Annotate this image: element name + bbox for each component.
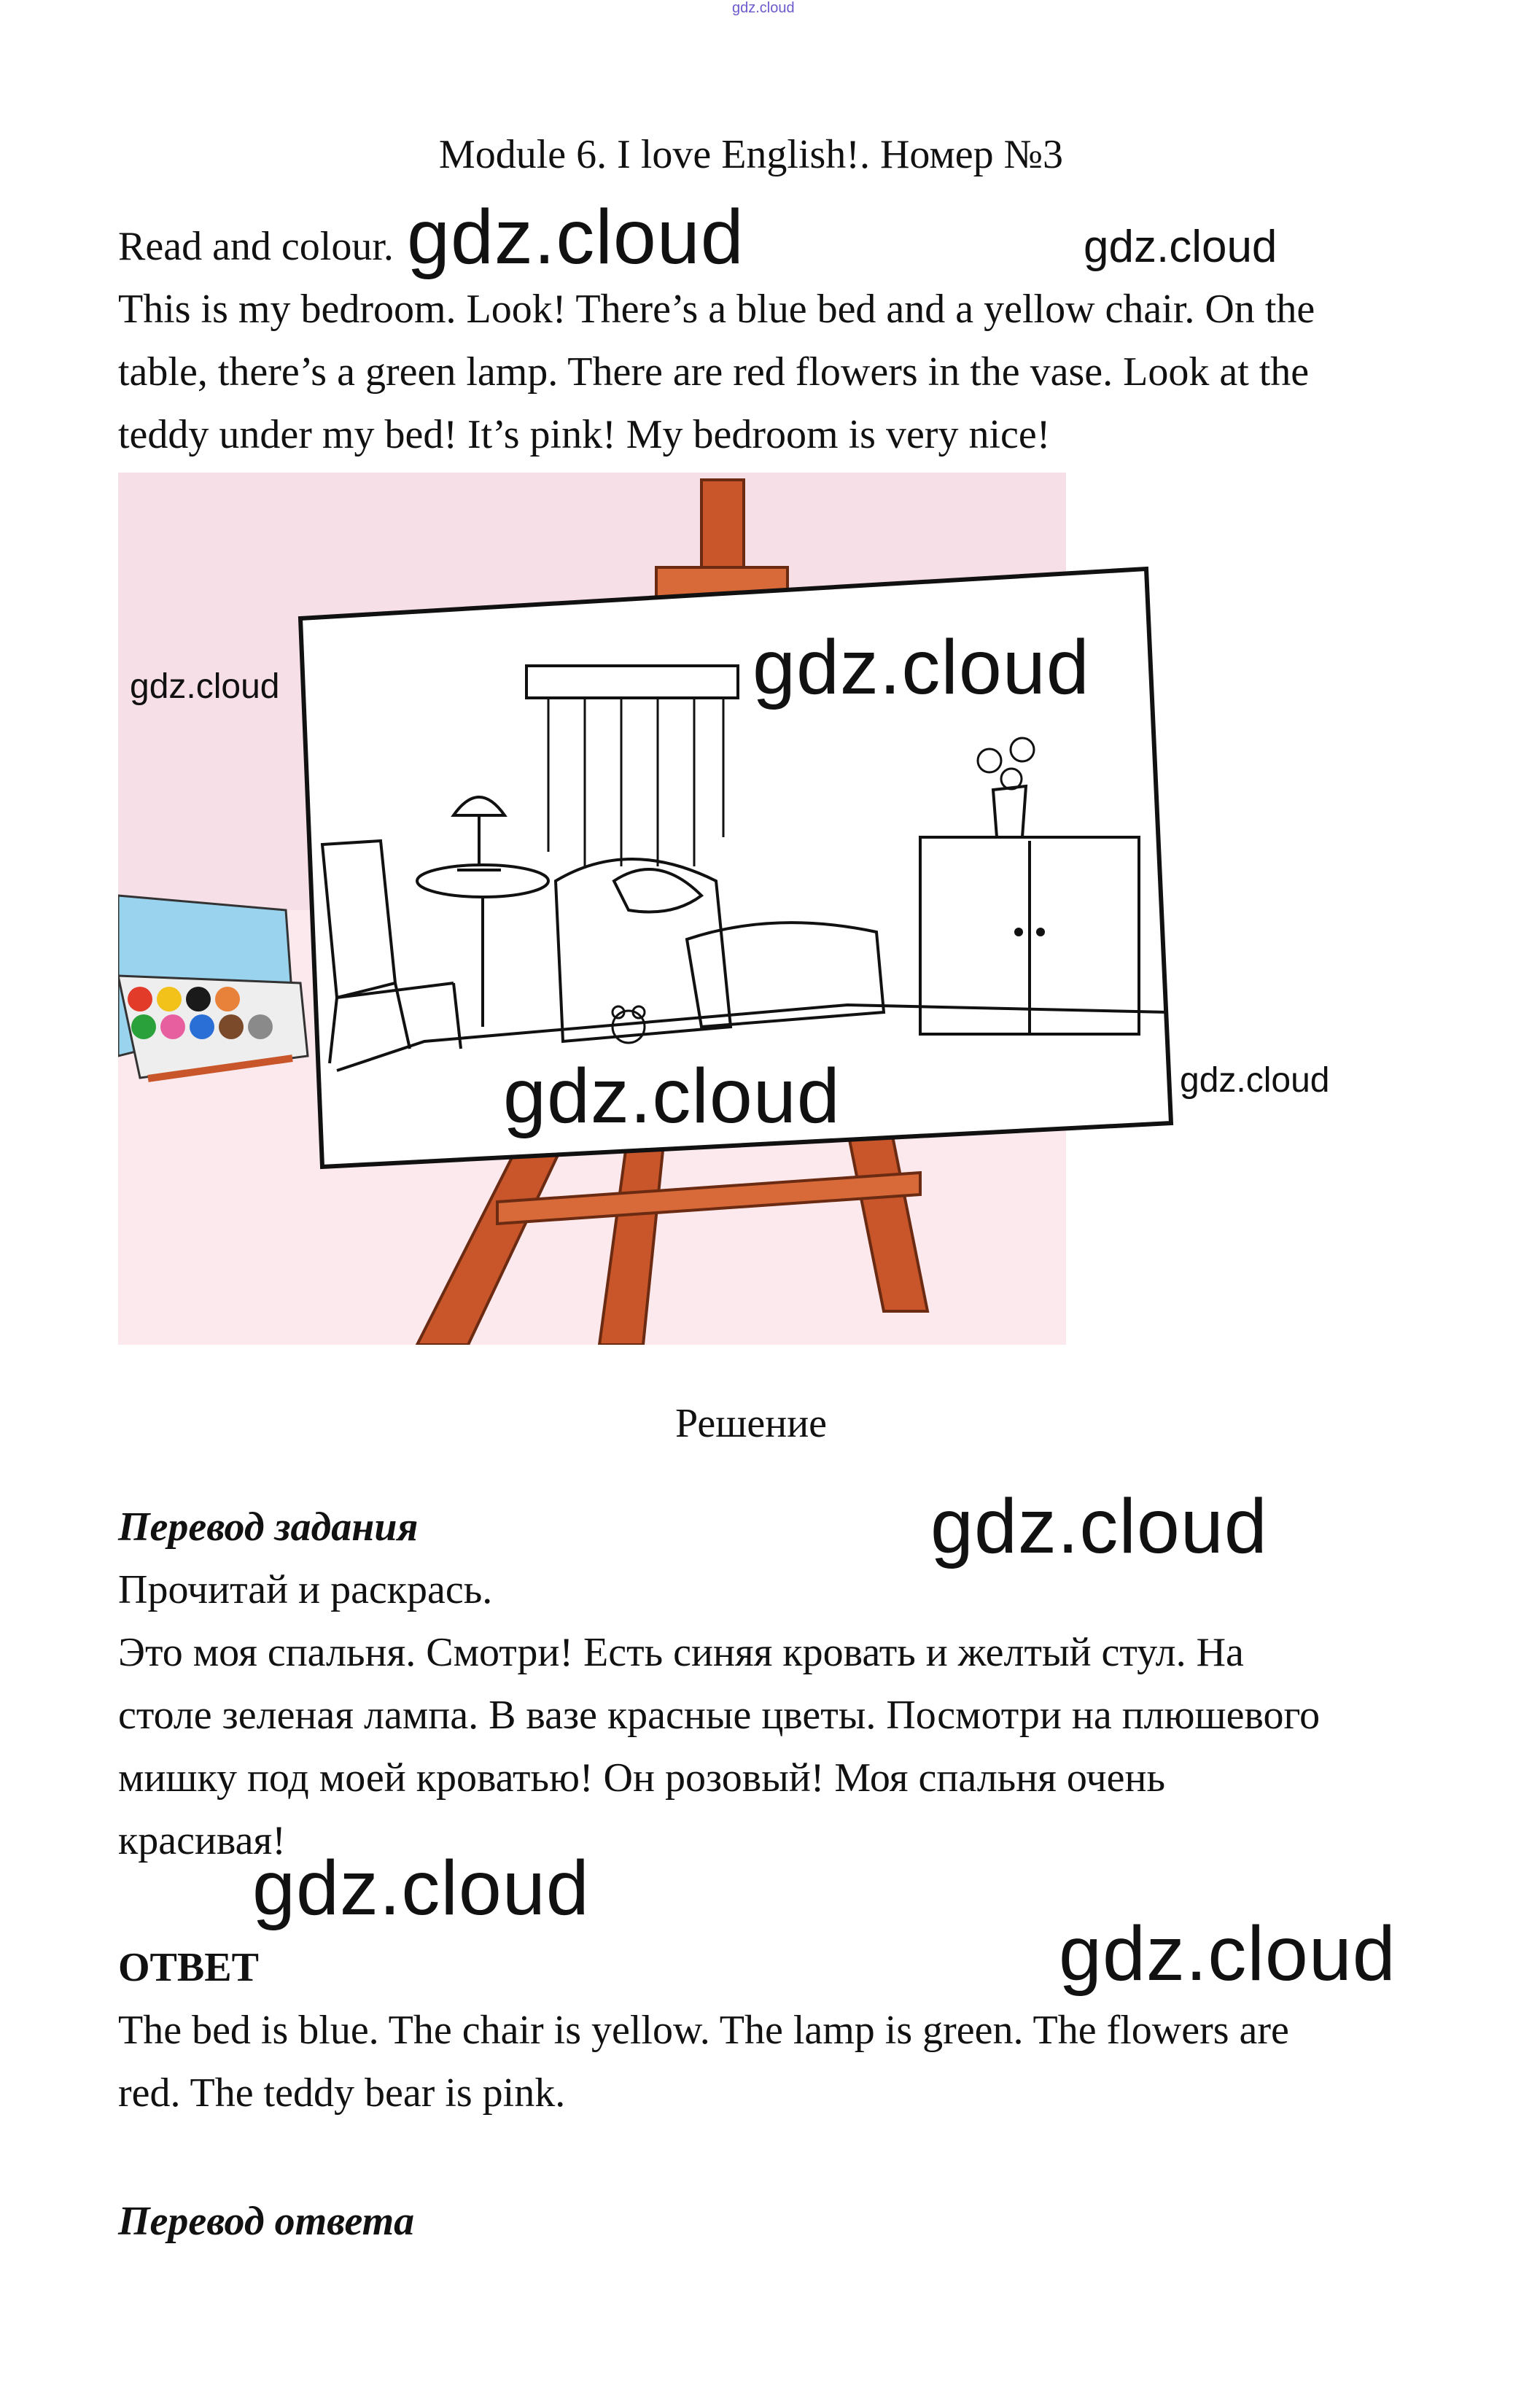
translation-instruction: Прочитай и раскрась. [118,1567,493,1612]
task-line-1: This is my bedroom. Look! There’s a blue bed and a yellow chair. On the [118,287,1315,332]
task-line-2: table, there’s a green lamp. There are red flowers in the vase. Look at the [118,349,1310,395]
translation-line-2: столе зеленая лампа. В вазе красные цветы. Посмотри на плюшевого [118,1693,1321,1738]
watermark-3: gdz.cloud [130,667,280,706]
answer-translation-heading: Перевод ответа [118,2199,415,2244]
top-watermark: gdz.cloud [732,0,795,16]
watermark-6: gdz.cloud [1180,1061,1330,1100]
watermark-4: gdz.cloud [752,624,1090,710]
task-line-3: teddy under my bed! It’s pink! My bedroom is very nice! [118,412,1051,457]
easel-drawing [118,473,1190,1345]
task-instruction: Read and colour. [118,224,394,269]
watermark-5: gdz.cloud [503,1053,841,1139]
translation-heading: Перевод задания [118,1504,419,1550]
translation-line-1: Это моя спальня. Смотри! Есть синяя кровать и желтый стул. На [118,1630,1244,1675]
translation-line-3: мишку под моей кроватью! Он розовый! Моя спальня очень [118,1755,1165,1801]
watermark-9: gdz.cloud [1059,1911,1396,1997]
page-title: Module 6. I love English!. Номер №3 [438,132,1064,177]
answer-heading: ОТВЕТ [118,1945,259,1990]
watermark-1: gdz.cloud [407,194,744,280]
translation-line-4: красивая! [118,1818,286,1863]
answer-line-2: red. The teddy bear is pink. [118,2070,566,2116]
solution-label: Решение [674,1401,828,1446]
watermark-2: gdz.cloud [1084,222,1278,272]
watermark-7: gdz.cloud [930,1483,1268,1569]
paint-box [118,896,308,1082]
watermark-8: gdz.cloud [252,1845,590,1931]
answer-line-1: The bed is blue. The chair is yellow. The lamp is green. The flowers are [118,2008,1289,2053]
bedroom-easel-illustration [118,473,1190,1345]
